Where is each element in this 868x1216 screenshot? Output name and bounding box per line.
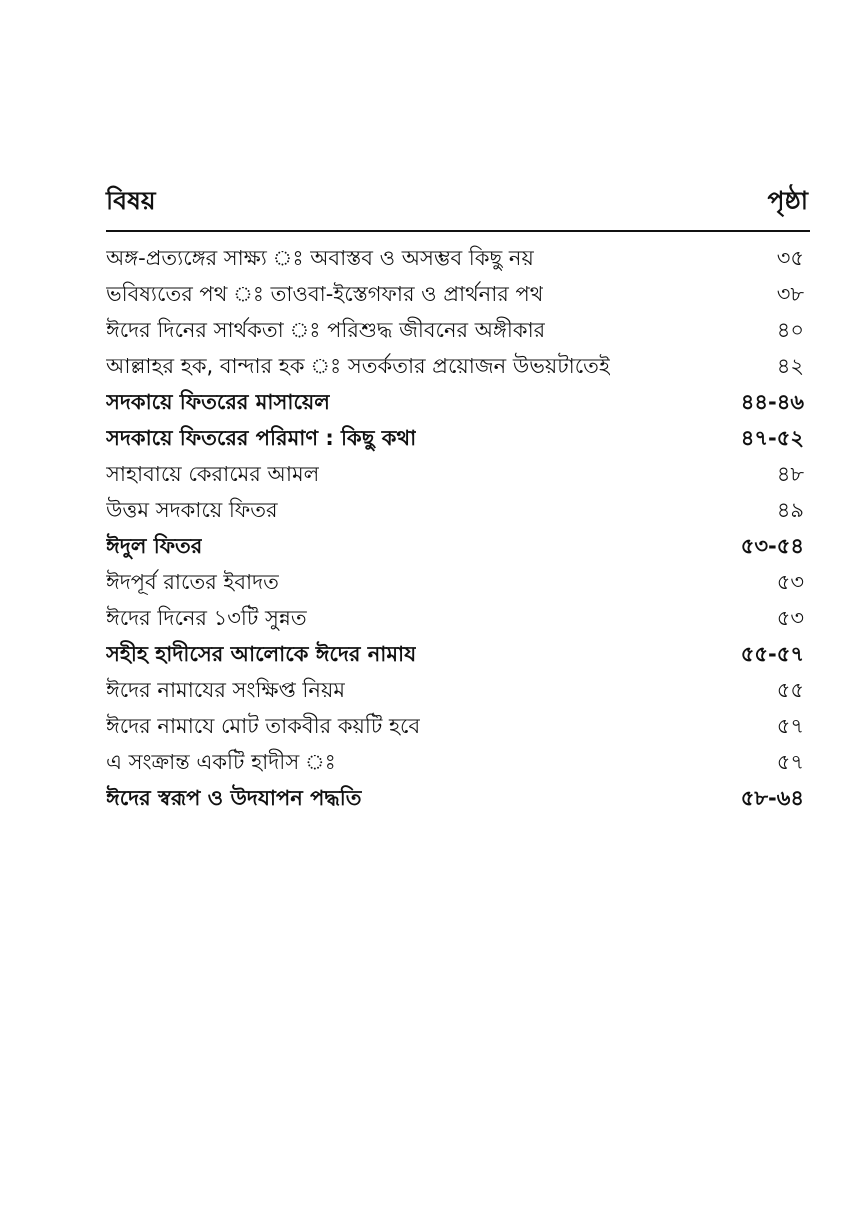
toc-entry bbox=[106, 744, 810, 780]
toc-section bbox=[106, 780, 810, 816]
toc-entry-title: অঙ্গ-প্রত্যঙ্গের সাক্ষ্য ঃ অবাস্তব ও অসম্ভব কিছু নয় bbox=[106, 246, 534, 270]
toc-entry-page: ৫৭ bbox=[776, 750, 804, 774]
toc-entry bbox=[106, 348, 810, 384]
toc-list bbox=[106, 240, 810, 816]
toc-entry-title: ঈদের নামাযের সংক্ষিপ্ত নিয়ম bbox=[106, 678, 345, 702]
toc-entry bbox=[106, 708, 810, 744]
toc-section bbox=[106, 384, 810, 420]
toc-entry-title: সাহাবায়ে কেরামের আমল bbox=[106, 462, 320, 486]
toc-entry-title: আল্লাহর হক, বান্দার হক ঃ সতর্কতার প্রয়োজন উভয়টাতেই bbox=[106, 354, 610, 378]
toc-entry-title: ঈদের দিনের ১৩টি সুন্নত bbox=[106, 606, 307, 630]
toc-section-page-range: ৪৪-৪৬ bbox=[740, 390, 804, 414]
toc-entry-page: ৩৮ bbox=[776, 282, 804, 306]
toc-entry bbox=[106, 240, 810, 276]
toc-entry-title: ঈদপূর্ব রাতের ইবাদত bbox=[106, 570, 279, 594]
toc-entry bbox=[106, 564, 810, 600]
toc-entry-title: ঈদের দিনের সার্থকতা ঃ পরিশুদ্ধ জীবনের অঙ্গীকার bbox=[106, 318, 546, 342]
toc-entry bbox=[106, 600, 810, 636]
table-of-contents bbox=[106, 188, 810, 816]
toc-entry-title: এ সংক্রান্ত একটি হাদীস ঃ bbox=[106, 750, 336, 774]
toc-header bbox=[106, 188, 810, 232]
toc-entry-title: উত্তম সদকায়ে ফিতর bbox=[106, 498, 278, 522]
toc-entry-page: ৪০ bbox=[776, 318, 804, 342]
toc-section bbox=[106, 636, 810, 672]
toc-section-title: ঈদের স্বরূপ ও উদযাপন পদ্ধতি bbox=[106, 786, 362, 810]
toc-section-page-range: ৪৭-৫২ bbox=[740, 426, 804, 450]
toc-entry-page: ৫৭ bbox=[776, 714, 804, 738]
toc-section bbox=[106, 528, 810, 564]
toc-section-title: সদকায়ে ফিতরের মাসায়েল bbox=[106, 390, 330, 414]
toc-entry-page: ৫৫ bbox=[776, 678, 804, 702]
toc-entry bbox=[106, 312, 810, 348]
toc-entry-page: ৫৩ bbox=[776, 606, 804, 630]
toc-section-page-range: ৫৮-৬৪ bbox=[740, 786, 804, 810]
toc-section-page-range: ৫৩-৫৪ bbox=[740, 534, 804, 558]
toc-section bbox=[106, 420, 810, 456]
toc-section-page-range: ৫৫-৫৭ bbox=[740, 642, 804, 666]
page-column-heading: পৃষ্ঠা bbox=[767, 186, 808, 215]
toc-entry-page: ৪২ bbox=[776, 354, 804, 378]
toc-section-title: সদকায়ে ফিতরের পরিমাণ : কিছু কথা bbox=[106, 426, 417, 450]
toc-entry-page: ৩৫ bbox=[776, 246, 804, 270]
toc-entry bbox=[106, 492, 810, 528]
toc-section-title: সহীহ হাদীসের আলোকে ঈদের নামায bbox=[106, 642, 417, 666]
toc-section-title: ঈদুল ফিতর bbox=[106, 534, 203, 558]
toc-entry bbox=[106, 672, 810, 708]
toc-entry-title: ঈদের নামাযে মোট তাকবীর কয়টি হবে bbox=[106, 714, 421, 738]
toc-entry-title: ভবিষ্যতের পথ ঃ তাওবা-ইস্তেগফার ও প্রার্থনার পথ bbox=[106, 282, 544, 306]
toc-entry bbox=[106, 456, 810, 492]
subject-column-heading: বিষয় bbox=[106, 186, 156, 215]
toc-entry-page: ৪৯ bbox=[776, 498, 804, 522]
toc-entry-page: ৫৩ bbox=[776, 570, 804, 594]
toc-entry-page: ৪৮ bbox=[776, 462, 804, 486]
toc-entry bbox=[106, 276, 810, 312]
